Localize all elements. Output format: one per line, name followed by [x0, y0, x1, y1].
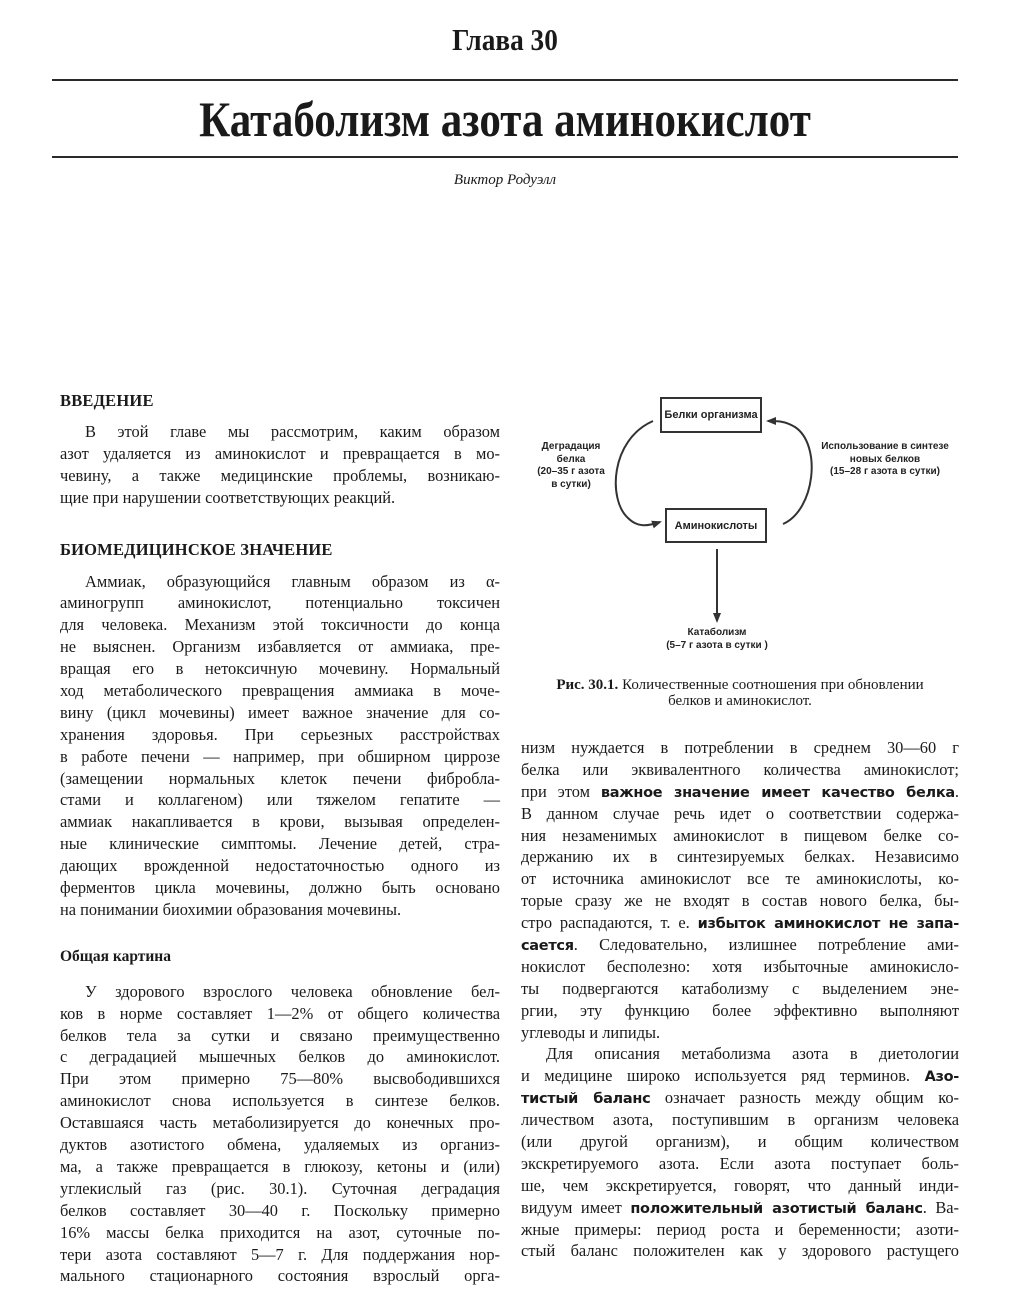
text-line: ков в норме составляет 1—2% от общего количества [60, 1003, 500, 1023]
caption-number: Рис. 30.1. [556, 677, 619, 693]
text-line: от источника аминокислот все те аминокислоты, ко- [521, 869, 959, 889]
text-line: дуктов азотистого обмена, удаляемых из организ- [60, 1135, 500, 1155]
caption-text-2: белков и аминокислот. [668, 693, 812, 709]
emphasis-protein-quality: важное значение имеет качество белка [600, 784, 955, 801]
text-line: дающих врожденной недостаточностью одного из [60, 856, 500, 876]
text-line: экскретируемого азота. Если азота поступает боль- [521, 1153, 959, 1173]
text-line: с деградацией мышечных белков до аминокислот. [60, 1047, 500, 1067]
emphasis-excess-amino-acids-cont: сается [521, 938, 574, 955]
text-line: нокислот бесполезно: хотя избыточные аминокисло- [521, 956, 959, 976]
author: Виктор Родуэлл [453, 172, 557, 188]
label-line: Катаболизм [687, 627, 747, 638]
text-line: аммиак накапливается в крови, вызывая определен- [60, 812, 500, 832]
emphasis-positive-balance: положительный азотистый баланс [630, 1200, 923, 1217]
text-line [521, 1197, 959, 1219]
text-line: ные клинические симптомы. Лечение детей, стра- [60, 834, 500, 854]
text-line: стый баланс положителен как у здорового растущего [521, 1241, 959, 1261]
text-line: низм нуждается в потреблении в среднем 30—60 г [521, 738, 959, 757]
text-line [521, 912, 959, 934]
text-line: ше, чем экскретируется, говорят, что данный инди- [521, 1175, 959, 1195]
label-line: (20–35 г азота [537, 466, 605, 477]
left-column [60, 390, 500, 1287]
text-line: щие при нарушении соответствующих реакций. [60, 487, 396, 507]
text-line [521, 1065, 959, 1087]
text-line: азот удаляется из аминокислот и превращается в мо- [60, 443, 500, 463]
label-line: новых белков [849, 453, 921, 465]
text-line: хранения здоровья. При серьезных расстройствах [60, 724, 500, 744]
label-catabolism [647, 627, 787, 652]
text-line: ферментов цикла мочевины, должно быть основано [60, 878, 500, 898]
text-line: в работе печени — например, при обширном циррозе [60, 746, 500, 766]
text-run: видуум имеет [521, 1197, 631, 1217]
text-line: мального стационарного состояния взрослый орга- [60, 1266, 500, 1286]
text-line: белков составляет 30—40 г. Поскольку примерно [60, 1200, 500, 1220]
chapter-title: Катаболизм азота аминокислот [199, 91, 811, 147]
text-line: Оставшаяся часть метаболизируется до конечных про- [60, 1113, 500, 1133]
biomedical-paragraph [60, 571, 500, 921]
label-protein-degradation [526, 441, 616, 491]
text-run: . Ва- [922, 1197, 959, 1217]
text-line: В этой главе мы рассмотрим, каким образом [85, 422, 500, 441]
text-line: стами и коллагеном) или тяжелом гепатите — [60, 790, 500, 810]
caption-text: Количественные соотношения при обновлении [622, 677, 924, 693]
text-line: вращая его в нетоксичную мочевину. Нормальный [60, 659, 500, 679]
overview-paragraph-left [60, 981, 500, 1287]
subsection-heading-overview: Общая картина [60, 947, 171, 965]
text-line: У здорового взрослого человека обновление бел- [85, 981, 500, 1001]
text-run: стро распадаются, т. е. [521, 913, 698, 933]
label-line: в сутки) [551, 478, 591, 490]
intro-paragraph [60, 421, 500, 509]
text-line: держанию их в синтезируемых белках. Независимо [521, 847, 959, 867]
text-run: при этом [521, 781, 601, 801]
label-line: белка [556, 453, 586, 465]
text-line: ния незаменимых аминокислот в пищевом белке со- [521, 825, 959, 845]
bottom-rule [52, 156, 958, 158]
text-line: тери азота составляют 5—7 г. Для поддержания нор- [60, 1244, 500, 1264]
text-line: жные примеры: период роста и беременности; азоти- [521, 1219, 959, 1239]
text-line: чевину, а также медицинские проблемы, возникаю- [60, 465, 500, 485]
text-line [521, 781, 959, 803]
label-line: Использование в синтезе [821, 441, 949, 452]
text-line: (или другой организм), и общим количеством [521, 1132, 959, 1152]
text-line: углеводы и липиды. [521, 1022, 661, 1042]
text-line: При этом примерно 75—80% высвободившихся [60, 1069, 500, 1089]
box-amino-acids: Аминокислоты [665, 508, 767, 543]
text-line: Аммиак, образующийся главным образом из α- [85, 571, 500, 591]
text-run: . [954, 781, 959, 801]
text-line: на понимании биохимии образования мочевины. [60, 899, 402, 919]
text-line: торые сразу же не входят в состав нового белка, бы- [521, 891, 959, 911]
label-line: Деградация [541, 441, 601, 452]
box-body-proteins: Белки организма [660, 397, 762, 433]
text-line [521, 1087, 959, 1109]
text-line: вину (цикл мочевины) имеет важное значение для со- [60, 702, 500, 722]
text-line: аминокислот снова используется в синтезе белков. [60, 1091, 500, 1111]
text-line: ргии, эту функцию более эффективно выполняют [521, 1000, 959, 1020]
text-run: означает разность между общим ко- [650, 1088, 959, 1108]
figure-30-1 [520, 385, 960, 715]
text-line: белка или эквивалентного количества аминокислот; [521, 759, 959, 779]
overview-paragraph-right-2 [521, 1043, 959, 1262]
text-line: 16% массы белка приходится на азот, суточные по- [60, 1222, 500, 1242]
overview-paragraph-right-1 [521, 737, 959, 1043]
text-line: белков тела за сутки и связано преимущественно [60, 1025, 500, 1045]
figure-caption [520, 677, 960, 709]
text-line: (замещении нормальных клеток печени фибробла- [60, 768, 500, 788]
text-line: личеством азота, поступившим в организм человека [521, 1110, 959, 1130]
emphasis-excess-amino-acids: избыток аминокислот не запа- [697, 916, 959, 933]
text-run: и медицине широко используется ряд терминов. [521, 1066, 925, 1086]
text-line: ход метаболического превращения аммиака в моче- [60, 681, 500, 701]
text-line: не выяснен. Организм избавляется от аммиака, пре- [60, 637, 500, 657]
section-heading-biomedical: БИОМЕДИЦИНСКОЕ ЗНАЧЕНИЕ [60, 539, 333, 559]
top-rule [52, 79, 958, 81]
section-heading-intro: ВВЕДЕНИЕ [60, 391, 154, 410]
text-line: В данном случае речь идет о соответствии содержа- [521, 803, 959, 823]
text-run: . Следовательно, излишнее потребление ами- [573, 935, 959, 955]
label-synthesis-use [810, 441, 960, 479]
right-column [521, 737, 959, 1262]
text-line: для человека. Механизм этой токсичности до конца [60, 615, 500, 635]
emphasis-nitrogen-balance: Азо- [924, 1069, 959, 1086]
emphasis-nitrogen-balance-cont: тистый баланс [521, 1091, 651, 1108]
text-line: ма, а также превращается в глюкозу, кетоны и (или) [60, 1156, 500, 1176]
chapter-number: Глава 30 [452, 22, 558, 57]
label-line: (15–28 г азота в сутки) [830, 466, 940, 477]
text-line [521, 934, 959, 956]
label-line: (5–7 г азота в сутки ) [666, 639, 768, 651]
text-line: аминогрупп аминокислот, потенциально токсичен [60, 593, 500, 613]
text-line: углекислый газ (рис. 30.1). Суточная деградация [60, 1178, 500, 1198]
text-line: ты подвергаются катаболизму с выделением эне- [521, 978, 959, 998]
text-line: Для описания метаболизма азота в диетологии [546, 1044, 959, 1064]
